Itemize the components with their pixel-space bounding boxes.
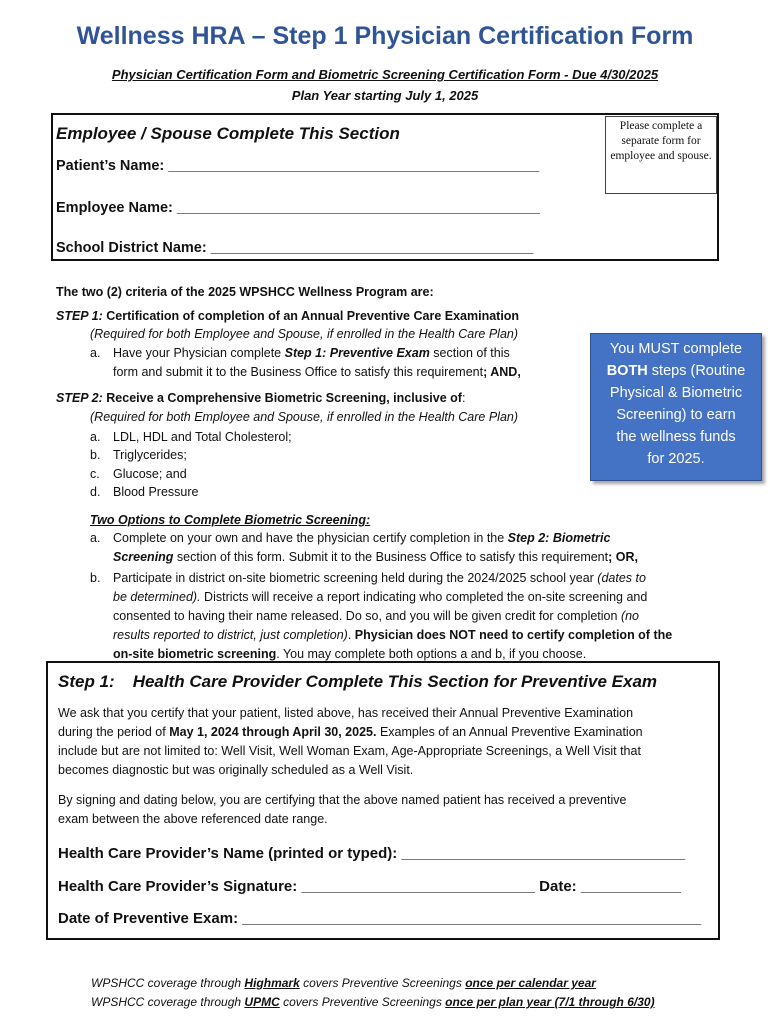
- callout-line-2-rest: steps (Routine: [647, 363, 746, 379]
- footer-l2-mid: covers Preventive Screenings: [279, 995, 446, 1009]
- biometric-item-d-marker: d.: [90, 485, 101, 499]
- option-b-line2: [113, 588, 647, 607]
- form-title: Wellness HRA – Step 1 Physician Certification Form: [76, 22, 694, 50]
- callout-line-1: You MUST complete: [609, 341, 743, 357]
- option-b-bold2: on-site biometric screening: [113, 647, 277, 661]
- certify-paragraph-line4: becomes diagnostic but was originally scheduled as a Well Visit.: [58, 763, 414, 777]
- provider-step-label: Step 1:: [58, 672, 115, 691]
- footer-l1-mid: covers Preventive Screenings: [299, 976, 466, 990]
- biometric-item-d: Blood Pressure: [113, 485, 199, 499]
- callout-line-6: for 2025.: [647, 451, 705, 467]
- options-title: Two Options to Complete Biometric Screening:: [90, 513, 371, 527]
- plan-year: Plan Year starting July 1, 2025: [291, 88, 479, 103]
- provider-signature-field[interactable]: Health Care Provider’s Signature: ____________________________ Date: ____________: [58, 878, 681, 895]
- step2-label: STEP 2:: [56, 391, 103, 405]
- option-b-post2: Districts will receive a report indicating who completed the on-site screening and: [200, 590, 648, 604]
- option-b-line1: [113, 569, 646, 588]
- employee-name-field[interactable]: Employee Name: _____________________________________________: [56, 200, 540, 216]
- signing-paragraph-line2: exam between the above referenced date range.: [58, 812, 328, 826]
- preventive-exam-date-field[interactable]: Date of Preventive Exam: _______________________________________________________: [58, 910, 702, 927]
- step2-colon: :: [461, 391, 466, 405]
- certify-date-range: May 1, 2024 through April 30, 2025.: [169, 725, 377, 739]
- option-b-line3: [113, 607, 639, 626]
- must-complete-callout: [590, 333, 762, 481]
- callout-line-2: [591, 360, 761, 382]
- biometric-item-c: Glucose; and: [113, 467, 187, 481]
- biometric-item-c-marker: c.: [90, 467, 100, 481]
- option-b-line3-text: consented to having their name released. Do so, and you will be given credit for completion: [113, 609, 621, 623]
- school-district-field[interactable]: School District Name: ________________________________________: [56, 240, 534, 256]
- option-a-bold1: Step 2: Biometric: [507, 531, 611, 545]
- step1-criterion-title: Certification of completion of an Annual Preventive Care Examination: [106, 309, 520, 323]
- provider-name-field[interactable]: Health Care Provider’s Name (printed or typed): __________________________________: [58, 845, 686, 862]
- footer-upmc-frequency: once per plan year (7/1 through 6/30): [445, 995, 655, 1009]
- separate-form-note: Please complete a separate form for employee and spouse.: [605, 116, 717, 194]
- step1-label: STEP 1:: [56, 309, 103, 323]
- callout-line-4: Screening) to earn: [616, 407, 736, 423]
- option-b-marker: b.: [90, 571, 101, 585]
- callout-line-3: Physical & Biometric: [609, 385, 743, 401]
- option-b-dot: .: [347, 628, 355, 642]
- callout-line-5: the wellness funds: [616, 429, 736, 445]
- signing-paragraph-line1: By signing and dating below, you are certifying that the above named patient has received a preventive: [58, 793, 627, 807]
- step2-required: (Required for both Employee and Spouse, if enrolled in the Health Care Plan): [90, 410, 519, 424]
- option-b-italic2: be determined).: [113, 590, 201, 604]
- criteria-intro: The two (2) criteria of the 2025 WPSHCC Wellness Program are:: [56, 285, 434, 299]
- footer-l1-pre: WPSHCC coverage through: [91, 976, 245, 990]
- option-a-bold2: Screening: [113, 550, 174, 564]
- step1-item-a-line2: [113, 363, 521, 382]
- option-a-line2: [113, 548, 638, 567]
- option-a-post: section of this form. Submit it to the Business Office to satisfy this requirement: [173, 550, 609, 564]
- step1-required: (Required for both Employee and Spouse, if enrolled in the Health Care Plan): [90, 327, 519, 341]
- step1-item-a-post: section of this: [429, 346, 510, 360]
- option-b-pre: Participate in district on-site biometric screening held during the 2024/2025 school year: [113, 571, 598, 585]
- biometric-item-a: LDL, HDL and Total Cholesterol;: [113, 430, 292, 444]
- biometric-item-a-marker: a.: [90, 430, 101, 444]
- form-subtitle: Physician Certification Form and Biometric Screening Certification Form - Due 4/30/2025: [111, 67, 659, 82]
- certify-paragraph-line1: We ask that you certify that your patient, listed above, has received their Annual Preventive Examination: [58, 706, 634, 720]
- biometric-item-b: Triglycerides;: [113, 448, 187, 462]
- step1-item-a-marker: a.: [90, 346, 101, 360]
- footer-upmc-carrier: UPMC: [244, 995, 280, 1009]
- option-a-pre: Complete on your own and have the physician certify completion in the: [113, 531, 508, 545]
- footer-l2-pre: WPSHCC coverage through: [91, 995, 245, 1009]
- step1-criterion: [56, 307, 519, 326]
- certify-paragraph-line2: [58, 723, 643, 742]
- patient-name-field[interactable]: Patient’s Name: ______________________________________________: [56, 158, 540, 174]
- employee-section-title: Employee / Spouse Complete This Section: [56, 124, 400, 143]
- step2-criterion: [56, 389, 465, 408]
- option-b-italic1: (dates to: [597, 571, 646, 585]
- option-a-or: ; OR,: [608, 550, 638, 564]
- step2-criterion-title: Receive a Comprehensive Biometric Screening, inclusive of: [106, 391, 462, 405]
- option-a-marker: a.: [90, 531, 101, 545]
- option-a-line1: [113, 529, 610, 548]
- certify-paragraph-line3: include but are not limited to: Well Visit, Well Woman Exam, Age-Appropriate Screenings, a Well Visit that: [58, 744, 641, 758]
- step1-item-a-pre: Have your Physician complete: [113, 346, 285, 360]
- option-b-bold1: Physician does NOT need to certify completion of the: [354, 628, 673, 642]
- footer-highmark-carrier: Highmark: [244, 976, 300, 990]
- certify-line2-post: Examples of an Annual Preventive Examination: [376, 725, 643, 739]
- step1-item-a-bold: Step 1: Preventive Exam: [284, 346, 430, 360]
- option-b-italic3: (no: [620, 609, 640, 623]
- step1-item-a-and: ; AND,: [483, 365, 521, 379]
- certify-line2-pre: during the period of: [58, 725, 170, 739]
- option-b-italic4: results reported to district, just completion): [113, 628, 348, 642]
- biometric-item-b-marker: b.: [90, 448, 101, 462]
- footer-highmark-frequency: once per calendar year: [465, 976, 596, 990]
- provider-section-title: [58, 672, 657, 692]
- step1-item-a: [113, 344, 510, 363]
- step1-item-a-line2-text: form and submit it to the Business Office to satisfy this requirement: [113, 365, 484, 379]
- footer-upmc: [91, 995, 655, 1009]
- footer-highmark: [91, 976, 596, 990]
- callout-both: BOTH: [606, 363, 648, 379]
- provider-section-heading: Health Care Provider Complete This Section for Preventive Exam: [132, 672, 658, 691]
- option-b-end: . You may complete both options a and b, if you choose.: [276, 647, 587, 661]
- option-b-line4: [113, 626, 672, 645]
